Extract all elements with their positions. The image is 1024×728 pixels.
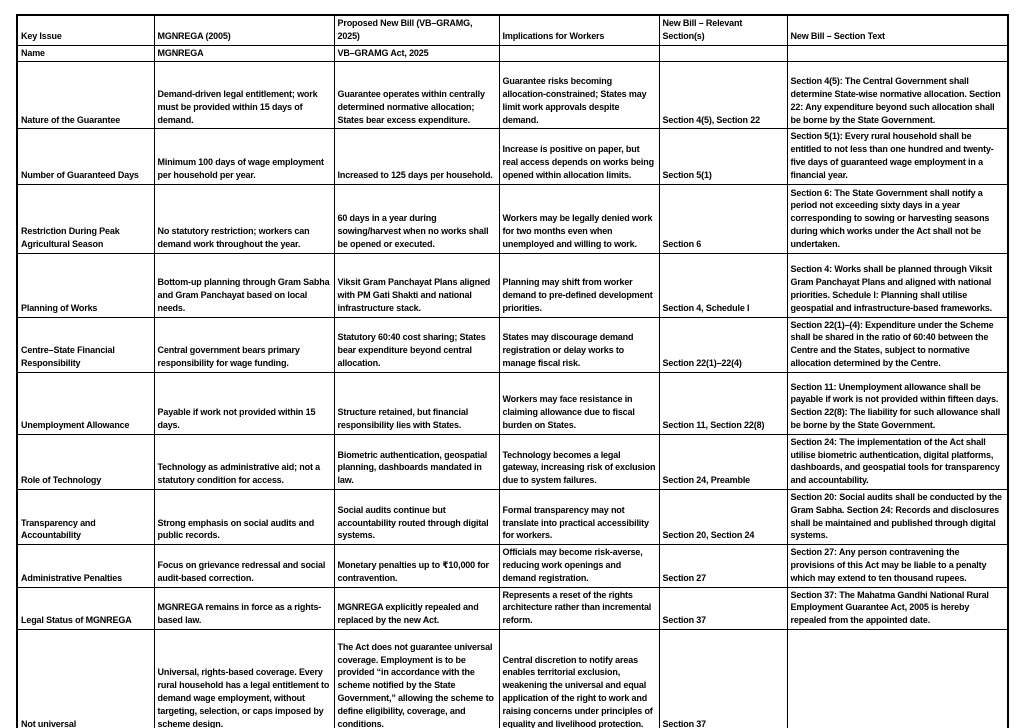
table-cell: Section 37 [659, 587, 787, 629]
column-header: New Bill – Section Text [787, 15, 1008, 45]
table-cell: Section 37: The Mahatma Gandhi National Rural Employment Guarantee Act, 2005 is hereby repealed from the appointed date. [787, 587, 1008, 629]
key-issue-cell: Transparency and Accountability [17, 489, 154, 544]
table-cell: Strong emphasis on social audits and public records. [154, 489, 334, 544]
table-cell: Social audits continue but accountability routed through digital systems. [334, 489, 499, 544]
table-cell: Increased to 125 days per household. [334, 129, 499, 184]
table-cell: Guarantee risks becoming allocation-constrained; States may limit work approvals despite demand. [499, 62, 659, 129]
table-cell [787, 629, 1008, 728]
table-row [17, 629, 1008, 728]
table-row [17, 129, 1008, 184]
column-header: MGNREGA (2005) [154, 15, 334, 45]
column-header: Implications for Workers [499, 15, 659, 45]
key-issue-cell: Centre–State Financial Responsibility [17, 317, 154, 372]
table-cell: Section 11, Section 22(8) [659, 372, 787, 434]
table-cell: Section 24, Preamble [659, 434, 787, 489]
table-cell: Represents a reset of the rights architecture rather than incremental reform. [499, 587, 659, 629]
table-cell: Section 4, Schedule I [659, 253, 787, 317]
table-row [17, 184, 1008, 253]
table-cell: Payable if work not provided within 15 days. [154, 372, 334, 434]
table-row [17, 434, 1008, 489]
table-cell: Structure retained, but financial responsibility lies with States. [334, 372, 499, 434]
table-cell: Formal transparency may not translate into practical accessibility for workers. [499, 489, 659, 544]
key-issue-cell: Unemployment Allowance [17, 372, 154, 434]
comparison-table [16, 14, 1009, 728]
table-cell: Planning may shift from worker demand to pre-defined development priorities. [499, 253, 659, 317]
table-row [17, 489, 1008, 544]
key-issue-cell: Administrative Penalties [17, 545, 154, 587]
table-cell: Section 4(5), Section 22 [659, 62, 787, 129]
table-cell: Section 5(1): Every rural household shall be entitled to not less than one hundred and twenty-five days of guaranteed wage employment in a financial year. [787, 129, 1008, 184]
table-cell [787, 45, 1008, 62]
table-cell: VB–GRAMG Act, 2025 [334, 45, 499, 62]
table-row [17, 372, 1008, 434]
table-row [17, 62, 1008, 129]
table-cell: Section 24: The implementation of the Act shall utilise biometric authentication, digital platforms, dashboards, and geospatial tools for transparency and accountability. [787, 434, 1008, 489]
table-cell: The Act does not guarantee universal coverage. Employment is to be provided “in accordance with the scheme notified by the State Government,” allowing the scheme to define eligibility, coverage, and conditions. [334, 629, 499, 728]
table-cell: Section 6 [659, 184, 787, 253]
key-issue-cell: Planning of Works [17, 253, 154, 317]
table-cell: Bottom-up planning through Gram Sabha and Gram Panchayat based on local needs. [154, 253, 334, 317]
table-cell: Section 37 [659, 629, 787, 728]
key-issue-cell: Role of Technology [17, 434, 154, 489]
table-cell [659, 45, 787, 62]
table-cell: Central government bears primary responsibility for wage funding. [154, 317, 334, 372]
table-cell: Workers may be legally denied work for two months even when unemployed and willing to work. [499, 184, 659, 253]
table-row [17, 317, 1008, 372]
key-issue-cell: Number of Guaranteed Days [17, 129, 154, 184]
table-cell: Guarantee operates within centrally determined normative allocation; States bear excess expenditure. [334, 62, 499, 129]
table-cell: Section 4: Works shall be planned through Viksit Gram Panchayat Plans and aligned with national priorities. Schedule I: Planning shall utilise geospatial and infrastructure-based frameworks. [787, 253, 1008, 317]
table-cell: MGNREGA remains in force as a rights-based law. [154, 587, 334, 629]
table-row [17, 45, 1008, 62]
table-cell: Technology becomes a legal gateway, increasing risk of exclusion due to system failures. [499, 434, 659, 489]
table-row [17, 587, 1008, 629]
table-cell: Workers may face resistance in claiming allowance due to fiscal burden on States. [499, 372, 659, 434]
table-cell: Minimum 100 days of wage employment per household per year. [154, 129, 334, 184]
table-cell: Officials may become risk-averse, reducing work openings and demand registration. [499, 545, 659, 587]
table-cell: Biometric authentication, geospatial planning, dashboards mandated in law. [334, 434, 499, 489]
table-cell: Section 20, Section 24 [659, 489, 787, 544]
table-cell: Central discretion to notify areas enables territorial exclusion, weakening the universal and equal application of the right to work and raising concerns under principles of equality and livelihood protection. [499, 629, 659, 728]
header-row [17, 15, 1008, 45]
table-cell: Demand-driven legal entitlement; work must be provided within 15 days of demand. [154, 62, 334, 129]
column-header: New Bill – Relevant Section(s) [659, 15, 787, 45]
table-row [17, 253, 1008, 317]
table-cell: Viksit Gram Panchayat Plans aligned with PM Gati Shakti and national infrastructure stack. [334, 253, 499, 317]
key-issue-cell: Restriction During Peak Agricultural Season [17, 184, 154, 253]
table-cell: Section 22(1)–22(4) [659, 317, 787, 372]
table-cell: Technology as administrative aid; not a statutory condition for access. [154, 434, 334, 489]
table-cell: Statutory 60:40 cost sharing; States bear expenditure beyond central allocation. [334, 317, 499, 372]
table-cell: Section 6: The State Government shall notify a period not exceeding sixty days in a year corresponding to sowing or harvesting seasons during which works under the Act shall not be undertaken. [787, 184, 1008, 253]
table-cell: Monetary penalties up to ₹10,000 for contravention. [334, 545, 499, 587]
table-cell: Section 27: Any person contravening the provisions of this Act may be liable to a penalty which may extend to ten thousand rupees. [787, 545, 1008, 587]
table-cell: Focus on grievance redressal and social audit-based correction. [154, 545, 334, 587]
table-cell: States may discourage demand registration or delay works to manage fiscal risk. [499, 317, 659, 372]
table-cell: 60 days in a year during sowing/harvest when no works shall be opened or executed. [334, 184, 499, 253]
key-issue-cell: Nature of the Guarantee [17, 62, 154, 129]
table-cell: MGNREGA explicitly repealed and replaced by the new Act. [334, 587, 499, 629]
table-cell: Section 4(5): The Central Government shall determine State-wise normative allocation. Section 22: Any expenditure beyond such allocation shall be borne by the State Government. [787, 62, 1008, 129]
table-cell: MGNREGA [154, 45, 334, 62]
table-cell: Section 11: Unemployment allowance shall be payable if work is not provided within fifteen days. Section 22(8): The liability for such allowance shall be borne by the State Government. [787, 372, 1008, 434]
column-header: Key Issue [17, 15, 154, 45]
table-cell: Section 27 [659, 545, 787, 587]
table-cell [499, 45, 659, 62]
table-cell: Universal, rights-based coverage. Every rural household has a legal entitlement to demand wage employment, without targeting, selection, or caps imposed by scheme design. [154, 629, 334, 728]
table-cell: No statutory restriction; workers can demand work throughout the year. [154, 184, 334, 253]
key-issue-cell: Not universal [17, 629, 154, 728]
table-row [17, 545, 1008, 587]
table-cell: Section 20: Social audits shall be conducted by the Gram Sabha. Section 24: Records and disclosures shall be maintained and published through digital systems. [787, 489, 1008, 544]
key-issue-cell: Legal Status of MGNREGA [17, 587, 154, 629]
table-cell: Section 22(1)–(4): Expenditure under the Scheme shall be shared in the ratio of 60:40 between the Centre and the States, subject to normative allocation determined by the Centre. [787, 317, 1008, 372]
table-cell: Section 5(1) [659, 129, 787, 184]
key-issue-cell: Name [17, 45, 154, 62]
column-header: Proposed New Bill (VB–GRAMG, 2025) [334, 15, 499, 45]
table-cell: Increase is positive on paper, but real access depends on works being opened within allocation limits. [499, 129, 659, 184]
